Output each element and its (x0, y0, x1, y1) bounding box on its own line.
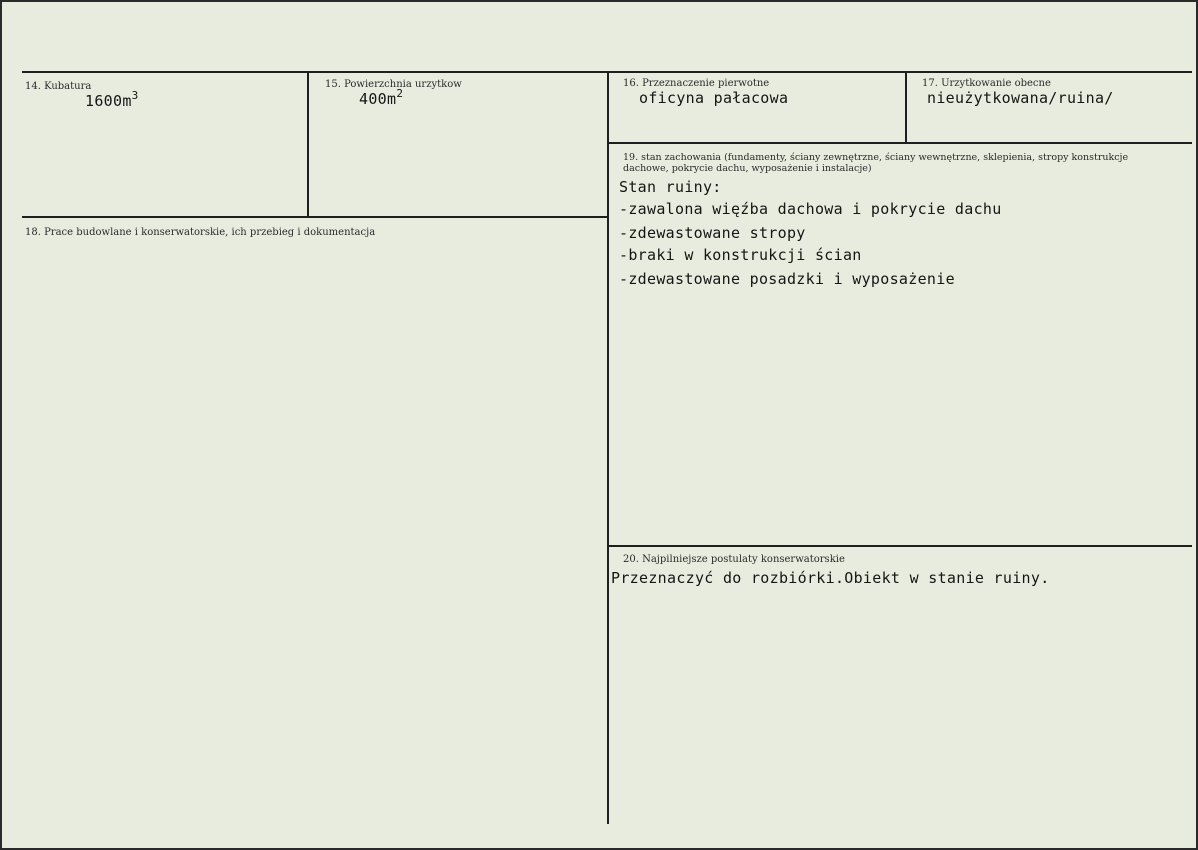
rule-under-16-17 (608, 142, 1192, 144)
field-16-value: oficyna pałacowa (639, 89, 789, 107)
field-18-label: 18. Prace budowlane i konserwatorskie, ich przebieg i dokumentacja (25, 227, 376, 238)
field-20-label: 20. Najpilniejsze postulaty konserwatorskie (623, 554, 845, 565)
field-15-exponent: 2 (396, 87, 404, 100)
rule-above-20 (608, 545, 1192, 547)
field-19-line: Stan ruiny: (619, 178, 722, 196)
rule-under-14-15 (22, 216, 608, 218)
divider-16-17 (905, 72, 907, 144)
field-14-label: 14. Kubatura (25, 81, 92, 92)
divider-14-15 (307, 72, 309, 218)
field-17-label: 17. Urzytkowanie obecne (922, 78, 1051, 89)
field-16-label: 16. Przeznaczenie pierwotne (623, 78, 770, 89)
field-14-exponent: 3 (131, 89, 139, 102)
field-15-number: 400m (359, 90, 397, 108)
field-20-value: Przeznaczyć do rozbiórki.Obiekt w stanie ruiny. (611, 569, 1050, 587)
field-19-line: -zdewastowane posadzki i wyposażenie (619, 270, 955, 288)
center-divider (607, 72, 609, 824)
field-19-state-list (619, 176, 1002, 290)
field-15-value (359, 88, 403, 110)
field-14-value (85, 90, 139, 112)
field-19-label: 19. stan zachowania (fundamenty, ściany zewnętrzne, ściany wewnętrzne, sklepienia, stropy konstrukcje dachowe, pokrycie dachu, wyposażenie i instalacje) (623, 152, 1129, 174)
field-19-line: -zawalona więźba dachowa i pokrycie dachu (619, 200, 1002, 218)
field-14-number: 1600m (85, 92, 132, 110)
field-17-value: nieużytkowana/ruina/ (927, 89, 1114, 107)
field-19-line: -braki w konstrukcji ścian (619, 246, 862, 264)
field-19-line: -zdewastowane stropy (619, 224, 806, 242)
field-15-label: 15. Powierzchnia urzytkow (325, 79, 462, 90)
